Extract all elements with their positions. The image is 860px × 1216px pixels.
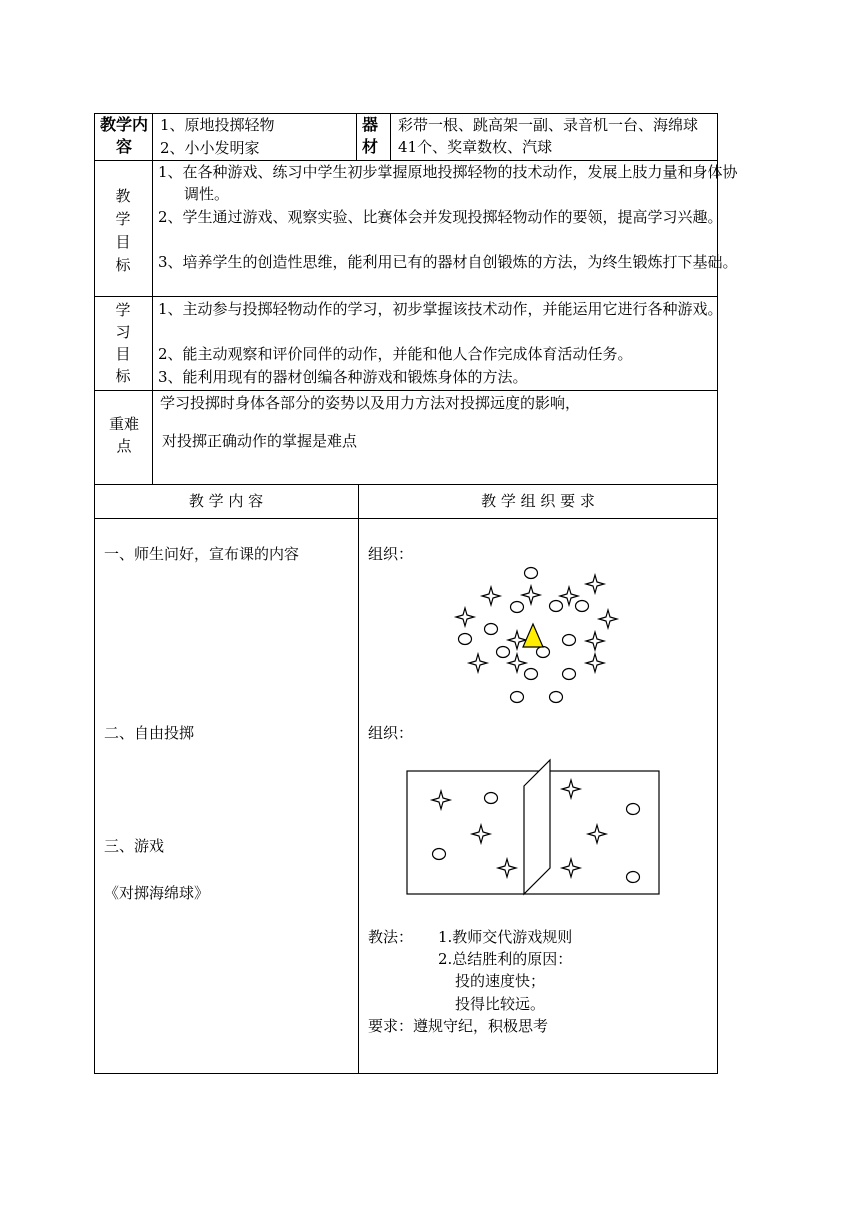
method-detail: 投的速度快； (455, 972, 546, 990)
teaching-goal: 3、培养学生的创造性思维，能利用已有的器材自创锻炼的方法，为终生锻炼打下基础。 (158, 253, 738, 271)
learning-goal: 2、能主动观察和评价同伴的动作，并能和他人合作完成体育活动任务。 (158, 345, 633, 363)
column-divider (356, 113, 357, 160)
method-step: 2.总结胜利的原因： (438, 950, 573, 968)
key-points-label: 重难点 (108, 415, 139, 455)
column-divider (358, 484, 359, 1074)
teaching-goals-label: 教学目标 (115, 187, 131, 274)
organization-label: 组织： (368, 545, 414, 563)
content-item: 1、原地投掷轻物 (160, 116, 275, 134)
content-item: 2、小小发明家 (160, 139, 260, 157)
row-divider (94, 390, 718, 391)
section-free-throw: 二、自由投掷 (104, 724, 195, 742)
learning-goal: 3、能利用现有的器材创编各种游戏和锻炼身体的方法。 (158, 368, 528, 386)
learning-goals-label: 学习目标 (115, 301, 131, 385)
requirement-text: 要求：遵规守纪，积极思考 (368, 1017, 549, 1035)
key-point: 学习投掷时身体各部分的姿势以及用力方法对投掷远度的影响， (160, 394, 581, 412)
learning-goal: 1、主动参与投掷轻物动作的学习，初步掌握该技术动作，并能运用它进行各种游戏。 (158, 300, 723, 318)
column-header-right: 教 学 组 织 要 求 (481, 492, 595, 510)
teaching-goal: 2、学生通过游戏、观察实验、比赛体会并发现投掷轻物动作的要领，提高学习兴趣。 (158, 208, 723, 226)
row-divider (94, 296, 718, 297)
key-point: 对投掷正确动作的掌握是难点 (162, 432, 358, 450)
method-step: 1.教师交代游戏规则 (438, 928, 573, 946)
game-name: 《对掷海绵球》 (104, 884, 210, 902)
column-header-left: 教 学 内 容 (188, 492, 264, 510)
method-label: 教法： (368, 928, 414, 946)
method-detail: 投得比较远。 (455, 995, 546, 1013)
teaching-goal: 1、在各种游戏、练习中学生初步掌握原地投掷轻物的技术动作，发展上肢力量和身体协调性。 (158, 163, 738, 203)
equipment-label: 器材 (361, 115, 378, 156)
equipment-text: 彩带一根、跳高架一副、录音机一台、海绵球41个、奖章数枚、汽球 (398, 116, 699, 156)
section-greeting: 一、师生问好，宣布课的内容 (104, 545, 300, 563)
section-game: 三、游戏 (104, 837, 165, 855)
organization-label: 组织： (368, 724, 414, 742)
row-divider (94, 518, 718, 519)
content-label: 教学内容 (99, 115, 148, 156)
column-divider (390, 113, 391, 160)
row-divider (94, 484, 718, 485)
column-divider (152, 113, 153, 484)
